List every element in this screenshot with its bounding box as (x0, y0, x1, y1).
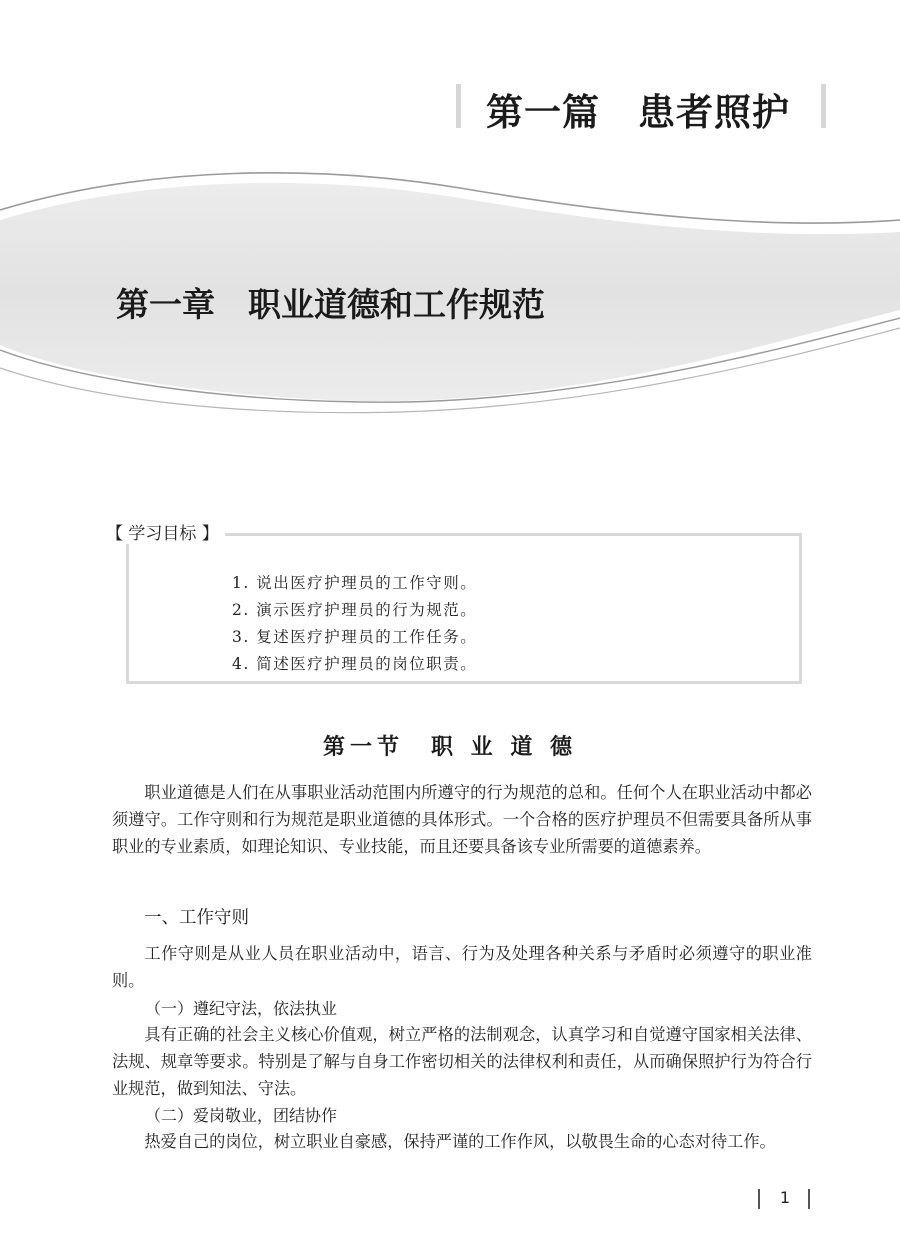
part-title-right-bar (821, 84, 826, 128)
item-paragraph: 热爱自己的岗位，树立职业自豪感，保持严谨的工作作风，以敬畏生命的心态对待工作。 (144, 1132, 776, 1151)
item-paragraph: 具有正确的社会主义核心价值观，树立严格的法制观念，认真学习和自觉遵守国家相关法律、法规、规章等要求。特别是了解与自身工作密切相关的法律权利和责任，从而确保照护行为符合行业规范，做到知法、守法。 (112, 1025, 812, 1098)
part-title-left-bar (456, 84, 461, 128)
chapter-title: 第一章 职业道德和工作规范 (116, 285, 545, 324)
page-number-right-bar (808, 1189, 810, 1209)
section-title: 第一节 职 业 道 德 (323, 735, 577, 760)
subsection-heading: 一、工作守则 (144, 908, 249, 928)
part-title: 第一篇 患者照护 (486, 91, 790, 134)
objective-item: 1. 说出医疗护理员的工作守则。 (232, 574, 478, 592)
page-number-left-bar (758, 1189, 760, 1209)
objective-item: 2. 演示医疗护理员的行为规范。 (232, 601, 478, 619)
subsection-intro-paragraph: 工作守则是从业人员在职业活动中，语言、行为及处理各种关系与矛盾时必须遵守的职业准则。 (112, 944, 812, 990)
section-intro-paragraph: 职业道德是人们在从事职业活动范围内所遵守的行为规范的总和。任何个人在职业活动中都必须遵守。工作守则和行为规范是职业道德的具体形式。一个合格的医疗护理员不但需要具备所从事职业的专业素质，如理论知识、专业技能，而且还要具备该专业所需要的道德素养。 (112, 783, 812, 856)
objective-item: 3. 复述医疗护理员的工作任务。 (232, 628, 478, 646)
objectives-label: 【 学习目标 】 (100, 519, 225, 544)
item-heading: （二）爱岗敬业，团结协作 (145, 1106, 338, 1125)
item-heading: （一）遵纪守法，依法执业 (145, 999, 338, 1018)
objective-item: 4. 简述医疗护理员的岗位职责。 (232, 655, 478, 673)
page-number: 1 (779, 1188, 791, 1207)
